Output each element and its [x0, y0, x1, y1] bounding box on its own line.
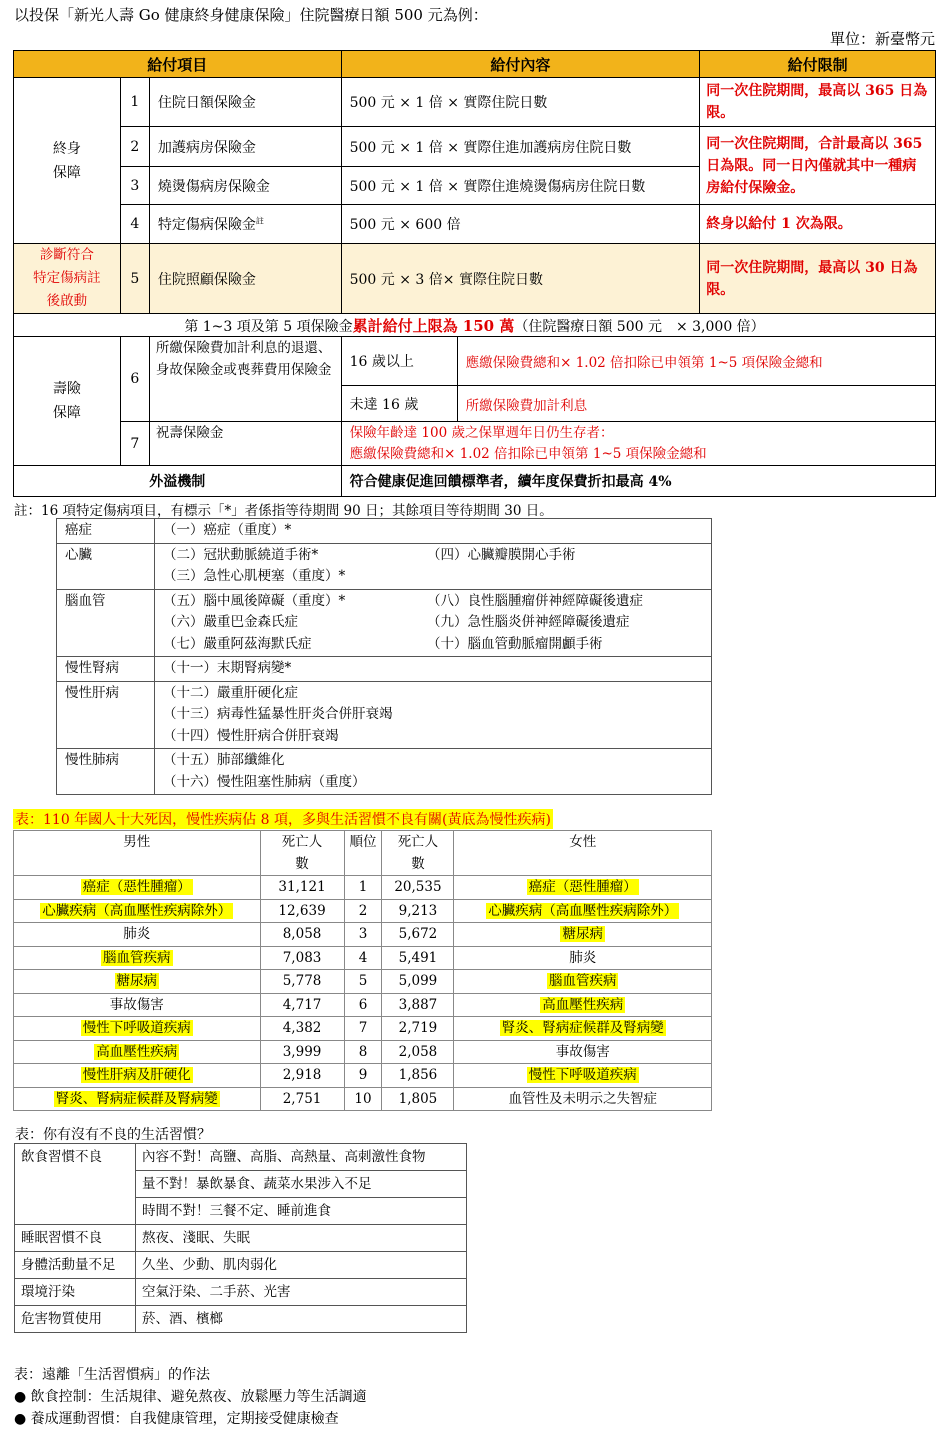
rank: 6	[358, 996, 368, 1013]
cause-female-cell	[454, 993, 712, 1017]
habit-item: 空氣汙染、二手菸、光害	[136, 1279, 467, 1306]
disease-item: （一）癌症（重度）*	[163, 522, 292, 538]
deaths-female: 5,099	[398, 973, 438, 989]
deaths-female-cell	[382, 1017, 454, 1041]
habit-category: 身體活動量不足	[15, 1252, 136, 1279]
row-content: 500 元 × 1 倍 × 實際住進燒燙傷病房住院日數	[341, 167, 700, 205]
deaths-male-cell	[260, 1017, 344, 1041]
deaths-male-cell	[260, 899, 344, 923]
header-content: 給付內容	[341, 51, 700, 78]
rank: 5	[358, 973, 368, 989]
cause-female: 腎炎、腎病症候群及腎病變	[501, 1020, 664, 1036]
disease-row	[57, 519, 712, 544]
deaths-female: 5,672	[398, 926, 438, 942]
disease-items	[155, 589, 712, 657]
header-deaths: 死亡人數	[382, 831, 454, 876]
cause-female: 高血壓性疾病	[542, 996, 624, 1013]
rank: 3	[358, 926, 368, 942]
deaths-female: 1,805	[398, 1090, 438, 1107]
disease-row	[57, 589, 712, 657]
cause-female: 糖尿病	[562, 926, 603, 942]
deaths-male: 2,918	[282, 1067, 322, 1083]
disease-row	[57, 543, 712, 589]
deaths-male-cell	[260, 923, 344, 947]
death-row	[14, 923, 712, 947]
cause-male-cell	[14, 923, 261, 947]
overflow-value: 符合健康促進回饋標準者，續年度保費折扣最高 4%	[341, 466, 935, 497]
cause-female-cell	[454, 970, 712, 994]
row7-payout	[341, 422, 935, 466]
header-deaths: 死亡人數	[260, 831, 344, 876]
deaths-female-cell	[382, 1040, 454, 1064]
cause-male: 糖尿病	[116, 973, 158, 989]
deaths-male-cell	[260, 1087, 344, 1111]
row-item: 住院日額保險金	[149, 78, 341, 127]
row6-age-b	[341, 386, 935, 422]
rank-cell	[344, 1040, 382, 1064]
deaths-female-cell	[382, 899, 454, 923]
unit-label: 單位：新臺幣元	[829, 30, 935, 48]
deaths-male: 8,058	[282, 926, 322, 942]
disease-category: 慢性肝病	[57, 681, 155, 749]
disease-item: （十一）末期腎病變*	[163, 660, 292, 676]
death-table-title: 表：110 年國人十大死因，慢性疾病佔 8 項，多與生活習慣不良有關(黃底為慢性疾病)	[13, 809, 553, 829]
deaths-male: 3,999	[282, 1043, 322, 1060]
disease-item: （十四）慢性肝病合併肝衰竭	[163, 727, 339, 744]
rank-cell	[344, 946, 382, 970]
death-row	[14, 1017, 712, 1041]
death-row	[14, 1064, 712, 1088]
habit-item: 時間不對！三餐不定、睡前進食	[136, 1198, 467, 1225]
cause-female-cell	[454, 899, 712, 923]
disease-item: （八）良性腦腫瘤併神經障礙後遺症	[427, 592, 643, 609]
habits-table-title: 表：你有沒有不良的生活習慣？	[15, 1127, 211, 1143]
cause-female: 事故傷害	[555, 1043, 610, 1060]
cause-female: 癌症（惡性腫瘤）	[528, 879, 637, 895]
cause-female: 慢性下呼吸道疾病	[528, 1067, 637, 1083]
rank: 8	[358, 1043, 368, 1060]
bullet-item	[14, 1386, 367, 1408]
disease-item: （十六）慢性阻塞性肺病（重度）	[163, 773, 366, 790]
deaths-female-cell	[382, 876, 454, 900]
deaths-female: 2,719	[398, 1020, 438, 1036]
disease-category: 慢性腎病	[57, 657, 155, 682]
rank: 7	[358, 1020, 368, 1036]
rank-cell	[344, 1017, 382, 1041]
bullet-item	[14, 1408, 367, 1430]
habit-row	[15, 1279, 467, 1306]
cause-male-cell	[14, 876, 261, 900]
habit-item: 久坐、少動、肌肉弱化	[136, 1252, 467, 1279]
deaths-female: 9,213	[398, 902, 438, 919]
cause-female-cell	[454, 1017, 712, 1041]
cause-male: 事故傷害	[109, 996, 164, 1013]
habit-category: 危害物質使用	[15, 1306, 136, 1333]
deaths-male: 4,382	[282, 1020, 322, 1036]
death-row	[14, 993, 712, 1017]
cause-male: 高血壓性疾病	[96, 1043, 178, 1060]
disease-category: 腦血管	[57, 589, 155, 657]
row-content: 500 元 × 600 倍	[341, 205, 700, 244]
deaths-female: 5,491	[398, 949, 438, 966]
row-item: 燒燙傷病房保險金	[149, 167, 341, 205]
deaths-female-cell	[382, 1087, 454, 1111]
cause-male-cell	[14, 899, 261, 923]
cause-male-cell	[14, 1017, 261, 1041]
payout-line: 應繳保險費總和× 1.02 倍扣除已申領第 1~5 項保險金總和	[349, 445, 707, 462]
death-row	[14, 970, 712, 994]
habits-table	[14, 1143, 467, 1333]
habit-category: 飲食習慣不良	[15, 1144, 136, 1225]
cause-male-cell	[14, 1064, 261, 1088]
cause-male: 慢性肝病及肝硬化	[82, 1067, 191, 1083]
away-title: 表：遠離「生活習慣病」的作法	[14, 1367, 210, 1383]
bullet-text: 養成運動習慣：自我健康管理，定期接受健康檢查	[30, 1411, 339, 1427]
rank-cell	[344, 923, 382, 947]
habit-item: 內容不對！高鹽、高脂、高熱量、高刺激性食物	[136, 1144, 467, 1171]
cap-suffix: （住院醫療日額 500 元 × 3,000 倍）	[514, 318, 765, 335]
deaths-male-cell	[260, 876, 344, 900]
intro-text: 以投保「新光人壽 Go 健康終身健康保險」住院醫療日額 500 元為例：	[14, 6, 488, 24]
cap-amount: 累計給付上限為 150 萬	[352, 316, 515, 335]
header-female: 女性	[454, 831, 712, 876]
death-row	[14, 899, 712, 923]
cause-male-cell	[14, 970, 261, 994]
disease-category: 心臟	[57, 543, 155, 589]
row-number: 5	[120, 244, 149, 314]
cause-male-cell	[14, 946, 261, 970]
row-limit: 同一次住院期間，合計最高以 365 日為限。同一日內僅就其中一種病房給付保險金。	[700, 127, 936, 205]
disease-item: （七）嚴重阿茲海默氏症	[163, 635, 312, 652]
cause-male-cell	[14, 1040, 261, 1064]
cause-female-cell	[454, 1087, 712, 1111]
row6-age-a	[341, 337, 935, 386]
overflow-label: 外溢機制	[14, 466, 342, 497]
bullet-dot: ●	[14, 1389, 27, 1405]
cause-male: 腦血管疾病	[103, 949, 171, 966]
rank: 1	[358, 879, 368, 895]
header-male: 男性	[14, 831, 261, 876]
disease-item: （五）腦中風後障礙（重度）*	[163, 592, 346, 609]
row-number: 6	[120, 337, 149, 422]
rank: 2	[358, 902, 368, 919]
rank-cell	[344, 1064, 382, 1088]
cause-female: 心臟疾病（高血壓性疾病除外）	[488, 902, 678, 919]
habit-item: 菸、酒、檳榔	[136, 1306, 467, 1333]
rank: 10	[354, 1090, 372, 1107]
row-number: 1	[120, 78, 149, 127]
deaths-female: 20,535	[394, 879, 442, 895]
deaths-female: 3,887	[398, 996, 438, 1013]
payout-line: 保險年齡達 100 歲之保單週年日仍生存者：	[349, 424, 614, 441]
disease-row	[57, 681, 712, 749]
disease-table	[56, 518, 712, 795]
row-number: 7	[120, 422, 149, 466]
age-label: 未達 16 歲	[342, 386, 458, 421]
cause-female-cell	[454, 876, 712, 900]
habit-item: 熬夜、淺眠、失眠	[136, 1225, 467, 1252]
row-item: 所繳保險費加計利息的退還、身故保險金或喪葬費用保險金	[149, 337, 341, 422]
habit-row	[15, 1225, 467, 1252]
disease-category: 癌症	[57, 519, 155, 544]
row-limit: 同一次住院期間，最高以 365 日為限。	[700, 78, 936, 127]
row-content: 500 元 × 3 倍× 實際住院日數	[341, 244, 700, 314]
disease-items	[155, 543, 712, 589]
disease-row	[57, 657, 712, 682]
habit-item: 量不對！暴飲暴食、蔬菜水果涉入不足	[136, 1171, 467, 1198]
disease-category: 慢性肺病	[57, 749, 155, 795]
age-payout: 所繳保險費加計利息	[465, 397, 588, 414]
death-table	[13, 830, 712, 1111]
deaths-female-cell	[382, 970, 454, 994]
cause-male: 心臟疾病（高血壓性疾病除外）	[42, 902, 232, 919]
cause-female: 肺炎	[569, 949, 597, 966]
header-item: 給付項目	[14, 51, 342, 78]
habit-row	[15, 1306, 467, 1333]
cause-female-cell	[454, 1040, 712, 1064]
disease-items	[155, 657, 712, 682]
deaths-male-cell	[260, 993, 344, 1017]
cause-female-cell	[454, 923, 712, 947]
bullet-list	[14, 1386, 367, 1430]
row-limit: 終身以給付 1 次為限。	[700, 205, 936, 244]
bullet-text: 飲食控制：生活規律、避免熬夜、放鬆壓力等生活調適	[30, 1389, 367, 1405]
death-row	[14, 946, 712, 970]
cause-female-cell	[454, 946, 712, 970]
disease-item: （十）腦血管動脈瘤開顱手術	[427, 635, 603, 652]
death-row	[14, 1087, 712, 1111]
note-marker: 註	[255, 216, 264, 226]
cause-female: 腦血管疾病	[548, 973, 617, 989]
row-item	[149, 205, 341, 244]
bullet-dot: ●	[14, 1411, 27, 1427]
death-row	[14, 1040, 712, 1064]
rank-cell	[344, 970, 382, 994]
habit-category: 環境汙染	[15, 1279, 136, 1306]
deaths-male: 31,121	[278, 879, 326, 895]
row-item: 加護病房保險金	[149, 127, 341, 167]
habit-row	[15, 1252, 467, 1279]
cause-male: 肺炎	[123, 926, 151, 942]
deaths-male-cell	[260, 946, 344, 970]
disease-item: （十三）病毒性猛暴性肝炎合併肝衰竭	[163, 706, 393, 722]
disease-item: （二）冠狀動脈繞道手術*	[163, 546, 319, 563]
deaths-male: 2,751	[282, 1090, 322, 1107]
cause-male: 腎炎、腎病症候群及腎病變	[55, 1090, 218, 1107]
note-text: 註：16 項特定傷病項目，有標示「*」者係指等待期間 90 日；其餘項目等待期間 30 日。	[14, 503, 553, 519]
group-lifetime: 終身 保障	[14, 78, 121, 244]
disease-item: （六）嚴重巴金森氏症	[163, 614, 298, 630]
row-number: 2	[120, 127, 149, 167]
cause-male: 慢性下呼吸道疾病	[82, 1020, 191, 1036]
deaths-male: 4,717	[282, 996, 322, 1013]
cap-prefix: 第 1~3 項及第 5 項保險金	[184, 318, 353, 335]
header-limit: 給付限制	[700, 51, 936, 78]
deaths-female-cell	[382, 946, 454, 970]
row-content: 500 元 × 1 倍 × 實際住院日數	[341, 78, 700, 127]
rank-cell	[344, 993, 382, 1017]
disease-items	[155, 749, 712, 795]
disease-item: （十五）肺部纖維化	[163, 752, 285, 768]
habit-row	[15, 1144, 467, 1171]
deaths-female-cell	[382, 993, 454, 1017]
deaths-male: 12,639	[278, 902, 326, 919]
row-limit: 同一次住院期間，最高以 30 日為限。	[700, 244, 936, 314]
row-item: 祝壽保險金	[149, 422, 341, 466]
benefit-table	[13, 50, 936, 497]
rank-cell	[344, 899, 382, 923]
cause-male: 癌症（惡性腫瘤）	[82, 879, 191, 895]
deaths-male-cell	[260, 1040, 344, 1064]
habit-category: 睡眠習慣不良	[15, 1225, 136, 1252]
row-number: 3	[120, 167, 149, 205]
disease-items	[155, 681, 712, 749]
cause-female: 血管性及未明示之失智症	[508, 1090, 657, 1107]
row-item: 住院照顧保險金	[149, 244, 341, 314]
disease-item: （四）心臟瓣膜開心手術	[427, 546, 576, 563]
deaths-female: 1,856	[398, 1067, 438, 1083]
disease-item: （三）急性心肌梗塞（重度）*	[163, 568, 346, 584]
deaths-male: 5,778	[282, 973, 322, 989]
cap-row	[14, 314, 936, 337]
disease-items	[155, 519, 712, 544]
cause-female-cell	[454, 1064, 712, 1088]
age-label: 16 歲以上	[342, 337, 458, 385]
rank-cell	[344, 876, 382, 900]
deaths-male: 7,083	[282, 949, 322, 966]
group-longevity: 壽險 保障	[14, 337, 121, 466]
deaths-male-cell	[260, 1064, 344, 1088]
deaths-male-cell	[260, 970, 344, 994]
row-content: 500 元 × 1 倍 × 實際住進加護病房住院日數	[341, 127, 700, 167]
cause-male-cell	[14, 1087, 261, 1111]
deaths-female: 2,058	[398, 1043, 438, 1060]
group-diagnosis: 診斷符合 特定傷病註 後啟動	[14, 244, 121, 314]
death-row	[14, 876, 712, 900]
deaths-female-cell	[382, 1064, 454, 1088]
disease-item: （十二）嚴重肝硬化症	[163, 684, 298, 701]
rank: 4	[358, 949, 368, 966]
disease-row	[57, 749, 712, 795]
rank: 9	[358, 1067, 368, 1083]
row-number: 4	[120, 205, 149, 244]
rank-cell	[344, 1087, 382, 1111]
deaths-female-cell	[382, 923, 454, 947]
header-rank: 順位	[344, 831, 382, 876]
disease-item: （九）急性腦炎併神經障礙後遺症	[427, 614, 630, 630]
age-payout: 應繳保險費總和× 1.02 倍扣除已申領第 1~5 項保險金總和	[465, 355, 823, 371]
row-item-text: 特定傷病保險金	[157, 217, 256, 233]
cause-male-cell	[14, 993, 261, 1017]
